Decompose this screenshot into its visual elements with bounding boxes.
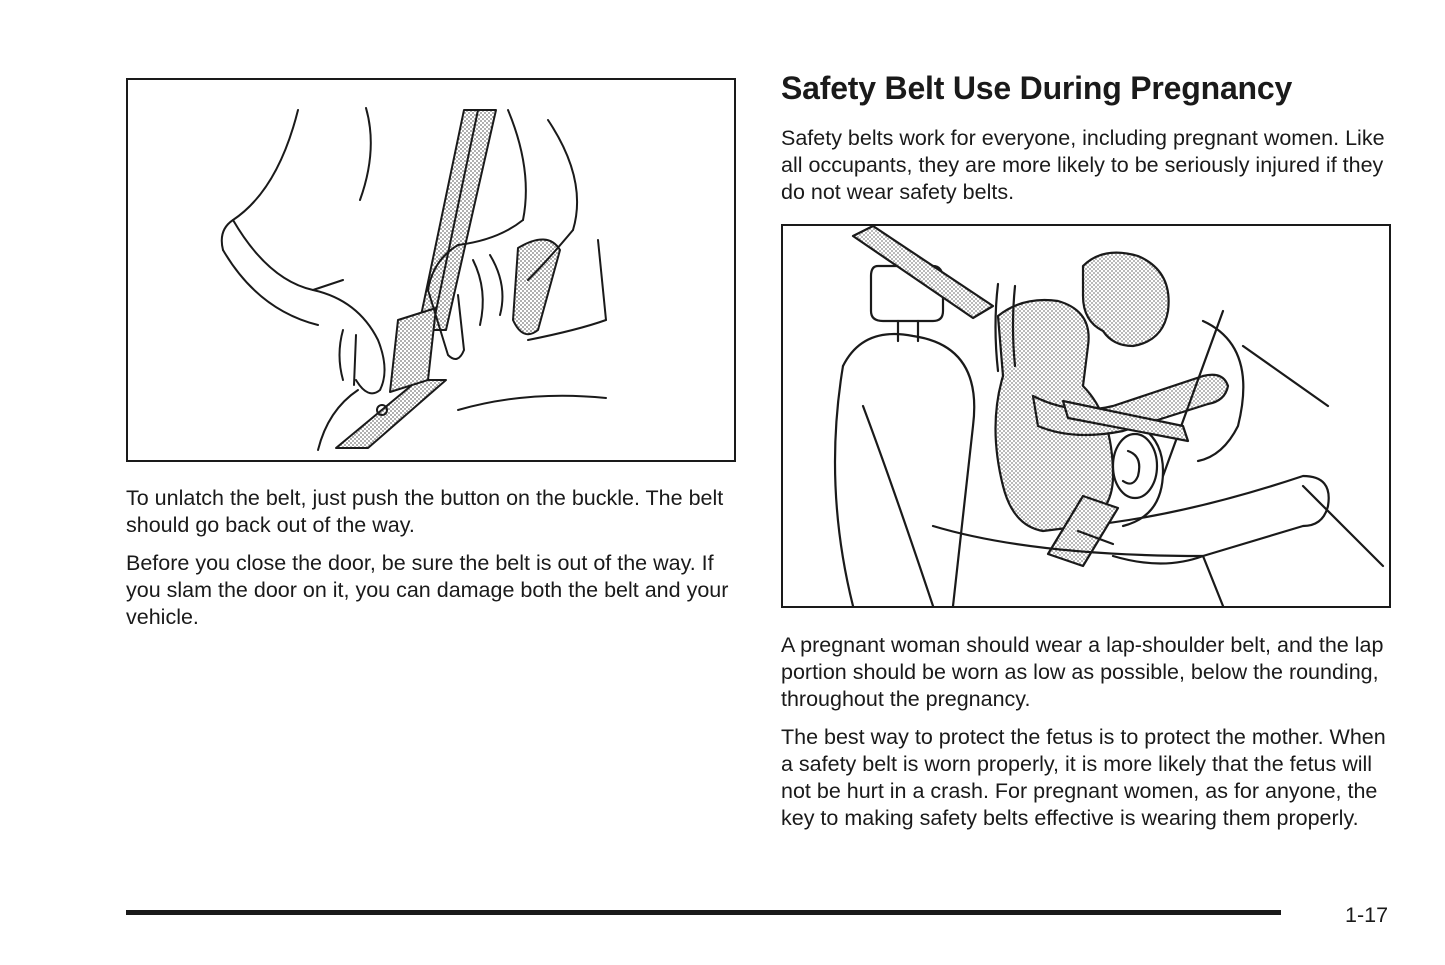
- lap-belt-paragraph: A pregnant woman should wear a lap-shoulder belt, and the lap portion should be worn as low as possible, below the rounding, throughout the pregnancy.: [781, 633, 1384, 711]
- buckle-release-illustration: [126, 78, 736, 462]
- protect-fetus-paragraph: The best way to protect the fetus is to protect the mother. When a safety belt is worn properly, it is more likely that the fetus will not be hurt in a crash. For pregnant women, as for anyone, the key to making safety belts effective is wearing them properly.: [781, 725, 1386, 830]
- pregnant-occupant-belt-illustration: [781, 224, 1391, 608]
- footer-rule: [126, 910, 1281, 915]
- pregnant-occupant-drawing: [783, 226, 1389, 606]
- section-heading: Safety Belt Use During Pregnancy: [781, 70, 1293, 106]
- left-column: [126, 78, 736, 631]
- unlatch-paragraph: To unlatch the belt, just push the button on the buckle. The belt should go back out of the way.: [126, 486, 724, 537]
- close-door-paragraph: Before you close the door, be sure the belt is out of the way. If you slam the door on it, you can damage both the belt and your vehicle.: [126, 551, 729, 629]
- intro-paragraph: Safety belts work for everyone, including pregnant women. Like all occupants, they are more likely to be seriously injured if they do not wear safety belts.: [781, 126, 1385, 204]
- right-column: [781, 68, 1393, 832]
- buckle-release-drawing: [128, 80, 734, 460]
- page-number: 1-17: [1345, 903, 1389, 927]
